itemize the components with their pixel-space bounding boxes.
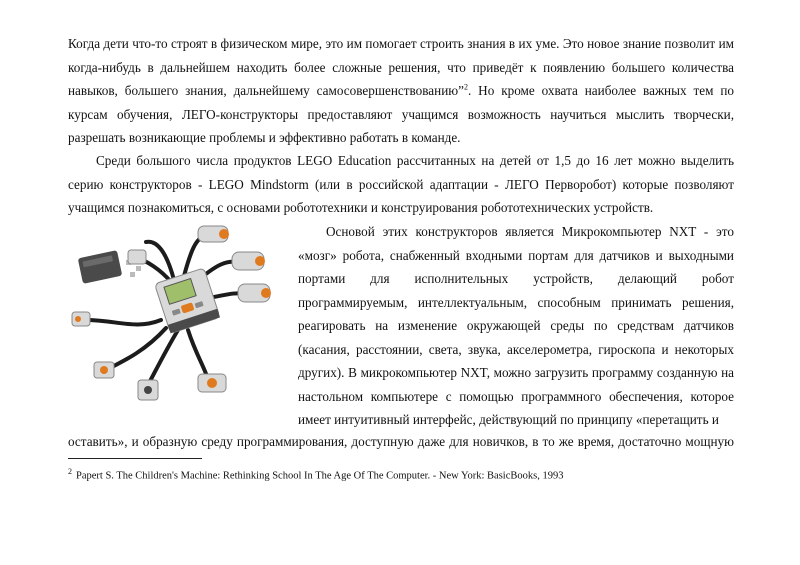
footnote [68,465,734,484]
footnote-mark: 2 [68,467,72,476]
footnote-text: Papert S. The Children's Machine: Rethinking School In The Age Of The Computer. - New York: BasicBooks, 1993 [76,470,564,482]
paragraph-3: Основой этих конструкторов является Микрокомпьютер NXT - это «мозг» робота, снабженный входными портам для датчиков и выходными портами для исполнительных устройств, делающий робот программируемым, интеллектуальным, способным принимать решения, реагировать на изменение окружающей среды по средствам датчиков (касания, расстоянии, света, звука, акселерометра, гироскопа и некоторых других). В микрокомпьютер NXT, можно загрузить программу созданную на настольном компьютере с помощью программного обеспечения, которое имеет интуитивный интерфейс, действующий по принципу «перетащить и [298,224,734,427]
lego-nxt-kit-icon [66,220,290,420]
paragraph-2: Среди большого числа продуктов LEGO Education рассчитанных на детей от 1,5 до 16 лет можно выделить серию конструкторов - LEGO Mindstorm (или в российской адаптации - ЛЕГО Перворобот) которые позволяют учащимся познакомиться, с основами робототехники и конструирования робототехнических устройств. [68,153,734,215]
battery-pack [78,250,123,284]
paragraph-3-last-line: оставить», и образную среду программирования, доступную даже для новичков, в то же время, достаточно мощную [68,434,734,449]
footnote-separator [68,458,202,459]
paragraph-1 [68,32,734,150]
paragraph-1-text: Когда дети что-то строят в физическом мире, это им помогает строить знания в их уме. Это новое знание позволит им когда-нибудь в дальнейшем находить более сложные решения, что приведёт к появлению большего количества навыков, большего знания, дальнейшему самосовершенствованию” [68,36,734,98]
paragraph-1-continuation: . Но кроме охвата наиболее важных тем по курсам обучения, ЛЕГО-конструкторы предоставляют учащимся возможность научиться мыслить творчески, разрешать возникающие проблемы и эффективно работать в команде. [68,83,734,145]
lego-nxt-kit-image [66,220,290,420]
footnote-reference[interactable]: 2 [463,82,468,92]
